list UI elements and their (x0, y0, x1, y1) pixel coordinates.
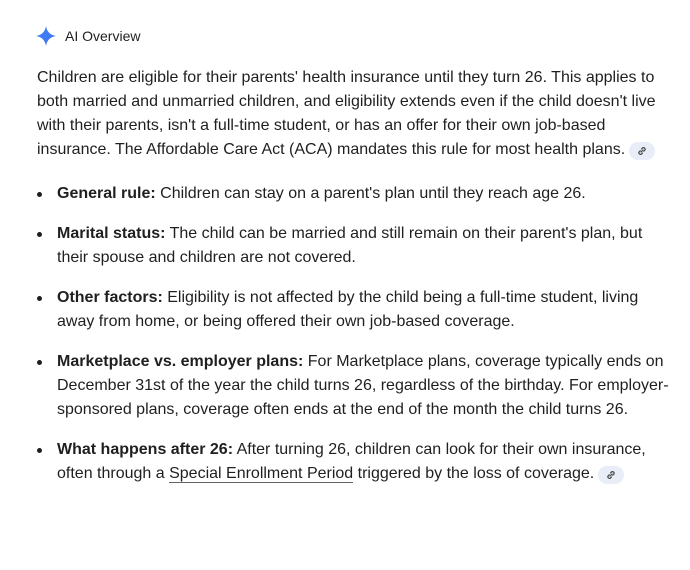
bullet (37, 232, 42, 237)
list-item (37, 350, 673, 422)
point-text-after: triggered by the loss of coverage. (353, 465, 595, 482)
point-term: Marketplace vs. employer plans: (57, 353, 304, 370)
key-points-list (37, 182, 673, 486)
bullet (37, 296, 42, 301)
source-link-button[interactable] (629, 142, 655, 160)
ai-overview-title: AI Overview (65, 28, 141, 44)
bullet (37, 192, 42, 197)
list-item (37, 222, 673, 270)
source-link-button[interactable] (598, 466, 624, 484)
list-item (37, 182, 673, 206)
point-text: Children can stay on a parent's plan until they reach age 26. (155, 185, 586, 202)
point-term: Marital status: (57, 225, 166, 242)
intro-text: Children are eligible for their parents' health insurance until they turn 26. This applies to both married and unmarried children, and eligibility extends even if the child doesn't live with their parents, isn't a full-time student, or has an offer for their own job-based insurance. The Affordable Care Act (ACA) mandates this rule for most health plans. (37, 69, 656, 158)
special-enrollment-period-link[interactable]: Special Enrollment Period (169, 465, 354, 482)
list-item (37, 438, 673, 486)
point-term: General rule: (57, 185, 156, 202)
bullet (37, 360, 42, 365)
point-text: For Marketplace plans, coverage typically ends on December 31st of the year the child turns 26, regardless of the birthday. For employer-sponsored plans, coverage often ends at the end of the month the child turns 26. (57, 353, 669, 418)
ai-overview (37, 22, 673, 502)
ai-overview-header (35, 22, 673, 50)
sparkle-icon (35, 25, 57, 47)
bullet (37, 448, 42, 453)
point-text: After turning 26, children can look for their own insurance, often through a (57, 441, 646, 482)
point-term: Other factors: (57, 289, 163, 306)
list-item (37, 286, 673, 334)
link-icon (605, 469, 617, 481)
point-text: Eligibility is not affected by the child being a full-time student, living away from home, or being offered their own job-based coverage. (57, 289, 639, 330)
intro-paragraph (37, 66, 673, 162)
link-icon (636, 145, 648, 157)
point-term: What happens after 26: (57, 441, 234, 458)
point-text: The child can be married and still remain on their parent's plan, but their spouse and children are not covered. (57, 225, 643, 266)
